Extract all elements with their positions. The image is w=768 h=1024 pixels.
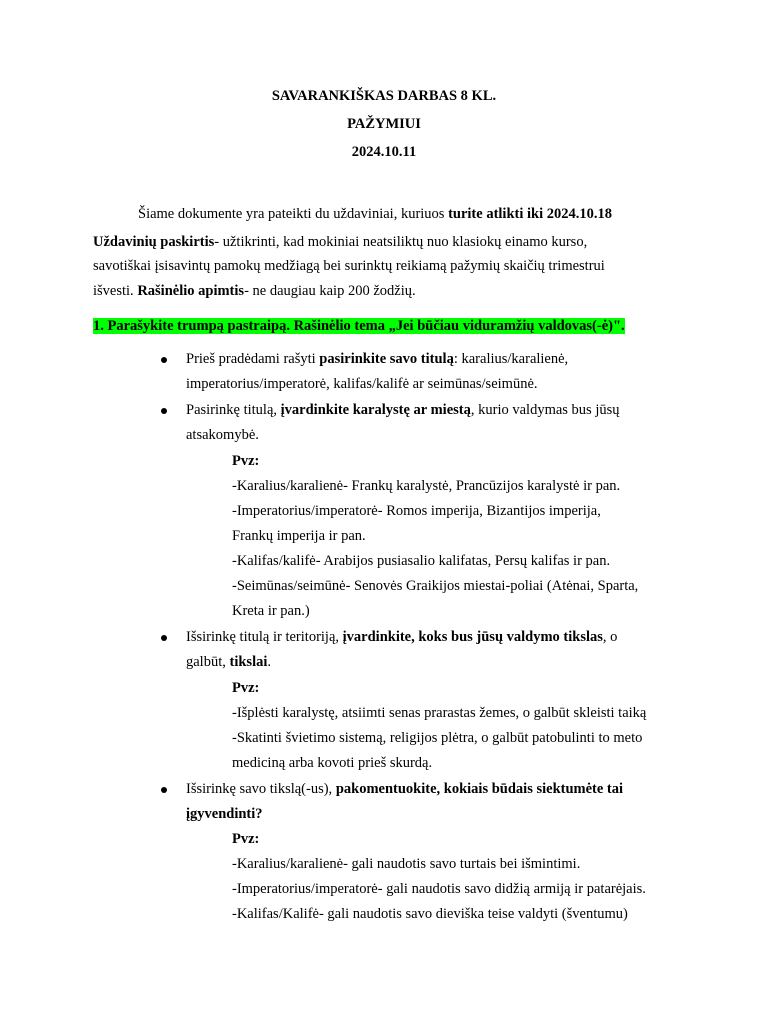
- intro-line-3: savotiškai įsisavintų pamokų medžiagą bei surinktų reikiamą pažymių skaičių trimestrui: [93, 258, 605, 274]
- bullet-2-line-2: atsakomybė.: [186, 427, 259, 443]
- intro-line-4: išvesti. Rašinėlio apimtis- ne daugiau kaip 200 žodžių.: [93, 283, 416, 299]
- intro-line-2: Uždavinių paskirtis- užtikrinti, kad mokiniai neatsiliktų nuo klasiokų einamo kurso,: [93, 234, 588, 250]
- document-subtitle: PAŽYMIUI: [347, 116, 421, 132]
- bullet-1-line-2: imperatorius/imperatorė, kalifas/kalifė ar seimūnas/seimūnė.: [186, 376, 538, 392]
- example-3-line-2: -Imperatorius/imperatorė- gali naudotis savo didžią armiją ir patarėjais.: [232, 881, 646, 897]
- bullet-2-line-1: Pasirinkę titulą, įvardinkite karalystę ar miestą, kurio valdymas bus jūsų: [186, 402, 620, 418]
- intro-line-1: Šiame dokumente yra pateikti du uždaviniai, kuriuos turite atlikti iki 2024.10.18: [138, 206, 613, 222]
- bullet-4-line-1: Išsirinkę savo tikslą(-us), pakomentuokite, kokiais būdais siektumėte tai: [186, 781, 624, 797]
- task-heading: 1. Parašykite trumpą pastraipą. Rašinėlio tema „Jei būčiau viduramžių valdovas(-ė)".: [93, 318, 625, 334]
- example-1-line-5: -Seimūnas/seimūnė- Senovės Graikijos miestai-poliai (Atėnai, Sparta,: [232, 578, 639, 594]
- bullet-1-line-1: Prieš pradėdami rašyti pasirinkite savo titulą: karalius/karalienė,: [186, 351, 569, 367]
- example-1-line-3: Frankų imperija ir pan.: [232, 528, 366, 544]
- bullet-marker: [161, 635, 167, 641]
- example-3-line-3: -Kalifas/Kalifė- gali naudotis savo dieviška teise valdyti (šventumu): [232, 906, 628, 922]
- example-label: Pvz:: [232, 680, 260, 696]
- bullet-marker: [161, 357, 167, 363]
- bullet-3-line-2: galbūt, tikslai.: [186, 654, 271, 670]
- example-2-line-2: -Skatinti švietimo sistemą, religijos plėtra, o galbūt patobulinti to meto: [232, 730, 643, 746]
- document-date: 2024.10.11: [351, 144, 417, 160]
- bullet-marker: [161, 787, 167, 793]
- bullet-3-line-1: Išsirinkę titulą ir teritoriją, įvardinkite, koks bus jūsų valdymo tikslas, o: [186, 629, 618, 645]
- example-2-line-1: -Išplėsti karalystę, atsiimti senas prarastas žemes, o galbūt skleisti taiką: [232, 705, 647, 721]
- bullet-4-line-2: įgyvendinti?: [186, 806, 263, 822]
- example-2-line-3: mediciną arba kovoti prieš skurdą.: [232, 755, 433, 771]
- example-1-line-6: Kreta ir pan.): [232, 603, 310, 619]
- document-title: SAVARANKIŠKAS DARBAS 8 KL.: [271, 88, 497, 104]
- example-label: Pvz:: [232, 831, 260, 847]
- example-3-line-1: -Karalius/karalienė- gali naudotis savo turtais bei išmintimi.: [232, 856, 581, 872]
- example-1-line-2: -Imperatorius/imperatorė- Romos imperija, Bizantijos imperija,: [232, 503, 601, 519]
- bullet-marker: [161, 408, 167, 414]
- example-1-line-4: -Kalifas/kalifė- Arabijos pusiasalio kalifatas, Persų kalifas ir pan.: [232, 553, 611, 569]
- example-label: Pvz:: [232, 453, 260, 469]
- example-1-line-1: -Karalius/karalienė- Frankų karalystė, Prancūzijos karalystė ir pan.: [232, 478, 621, 494]
